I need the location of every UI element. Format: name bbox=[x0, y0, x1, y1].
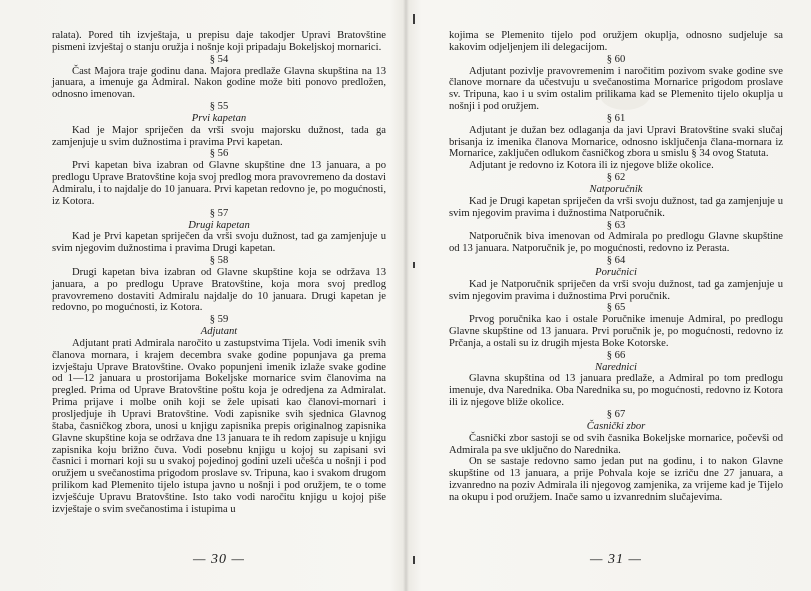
section-number: § 61 bbox=[606, 112, 626, 124]
section-number: § 56 bbox=[209, 148, 229, 160]
paragraph: Glavna skupština od 13 januara predlaže, a Admiral po tom predlogu imenuje, dva Narednika. Oba Narednika su, po mogućnosti, redovno iz Kotora ili iz njegove bliže okolice. bbox=[449, 373, 783, 409]
section-heading: Drugi kapetan bbox=[188, 219, 250, 231]
section-number: § 54 bbox=[209, 53, 229, 65]
paragraph: Kad je Drugi kapetan spriječen da vrši svoju dužnost, tad ga zamjenjuje u svim njegovim pravima i dužnostima Natporučnik. bbox=[449, 195, 783, 219]
paragraph: Natporučnik biva imenovan od Admirala po predlogu Glavne skupštine od 13 januara. Natporučnik je, po mogućnosti, redovno iz Perasta. bbox=[449, 231, 783, 255]
page-number-right: — 31 — bbox=[590, 552, 642, 567]
section-number: § 55 bbox=[209, 101, 229, 113]
paragraph: Adjutant je dužan bez odlaganja da javi Upravi Bratovštine svaki slučaj brisanja iz imenika članova Mornarice, odnosno isključenja člana-mornara iz Mornarice, zaključen odlukom časničkog zbora u smislu § 34 ovog Statuta. bbox=[449, 124, 783, 160]
paragraph: On se sastaje redovno samo jedan put na godinu, i to nakon Glavne skupštine od 13 januara, a prije Pohvala koje se izriču dne 27 januara, a izvanredno na poziv Admirala ili njegovog zamjenika, za vrijeme kad je Tijelo na okupu i pod oružjem. Inače samo u izvanrednim slučajevima. bbox=[449, 456, 783, 503]
paragraph: Adjutant pozivlje pravovremenim i naročitim pozivom svake godine sve članove mornare da učestvuju u svečanostima Mornarice prigodom proslave sv. Tripuna, kao i u svim ostalim prilikama kad se Plemenito tijelo okuplja u nošnji i pod oružjem. bbox=[449, 65, 783, 113]
section-number: § 58 bbox=[209, 255, 229, 267]
gutter-mark bbox=[413, 556, 415, 564]
right-page bbox=[449, 30, 783, 567]
paragraph: Kad je Major spriječen da vrši svoju majorsku dužnost, tada ga zamjenjuje u svim dužnostima i pravima Prvi kapetan. bbox=[52, 124, 386, 148]
gutter-mark bbox=[413, 14, 415, 24]
section-heading: Časnički zbor bbox=[586, 420, 646, 432]
section-number: § 65 bbox=[606, 302, 626, 314]
book-gutter bbox=[403, 0, 409, 591]
section-heading: Poručnici bbox=[595, 266, 637, 278]
section-number: § 57 bbox=[209, 207, 229, 219]
section-heading: Prvi kapetan bbox=[191, 112, 247, 124]
section-number: § 60 bbox=[606, 53, 626, 65]
paragraph: Prvog poručnika kao i ostale Poručnike imenuje Admiral, po predlogu Glavne skupštine od 13 januara. Prvi poručnik je, po mogućnosti, redovno iz Prčanja, a ostali su iz drugih mjesta Boke Kotorske. bbox=[449, 314, 783, 349]
section-number: § 66 bbox=[606, 349, 626, 361]
left-page-body bbox=[52, 30, 386, 542]
section-number: § 63 bbox=[606, 219, 626, 231]
paragraph: ralata). Pored tih izvještaja, u prepisu daje takodjer Upravi Bratovštine pismeni izvještaj o stanju oružja i nošnje koji pripadaju Bokeljskoj mornarici. bbox=[52, 30, 386, 53]
page-number-left: — 30 — bbox=[193, 552, 245, 567]
section-number: § 59 bbox=[209, 314, 229, 326]
right-page-body bbox=[449, 30, 783, 542]
section-number: § 67 bbox=[606, 409, 626, 420]
paragraph: Časnički zbor sastoji se od svih časnika Bokeljske mornarice, počevši od Admirala pa sve uključno do Narednika. bbox=[449, 432, 783, 456]
section-number: § 64 bbox=[606, 255, 626, 267]
section-heading: Adjutant bbox=[200, 326, 238, 338]
section-heading: Natporučnik bbox=[589, 183, 643, 195]
paragraph: Kad je Prvi kapetan spriječen da vrši svoju dužnost, tad ga zamjenjuje u svim njegovim dužnostima i pravima Drugi kapetan. bbox=[52, 231, 386, 255]
left-page bbox=[52, 30, 386, 567]
gutter-mark bbox=[413, 262, 415, 268]
paragraph: Drugi kapetan biva izabran od Glavne skupštine koja se održava 13 januara, a po predlogu Uprave Bratovštine, koja mora svoj predlog pravovremeno dostaviti Admiralu najdalje do 10 januara. Drugi kapetan je redovno, po mogućnosti, iz Kotora. bbox=[52, 266, 386, 314]
paragraph: Kad je Natporučnik spriječen da vrši svoju dužnost, tad ga zamjenjuje u svim njegovim pravima i dužnostima Prvi poručnik. bbox=[449, 278, 783, 302]
paragraph: kojima se Plemenito tijelo pod oružjem okuplja, odnosno sudjeluje sa kakovim odjeljenjem ili delegacijom. bbox=[449, 30, 783, 53]
section-heading: Narednici bbox=[595, 361, 637, 373]
paragraph: Adjutant je redovno iz Kotora ili iz njegove bliže okolice. bbox=[469, 160, 714, 172]
paragraph: Adjutant prati Admirala naročito u zastupstvima Tijela. Vodi imenik svih članova mornara, i krajem decembra svake godine popunjava ga prema izvještaju Uprave Bratovštine. Ovako popunjeni imenik izlaže svake godine od 1—12 januara u prostorijama Bokeljske mornarice svim članovima na pregled. Prima od Uprave Bratovštine poštu koja je odredjena za Admiralat. Prima prijave i molbe onih koji se žele upisati kao članovi-mornari i prosljedjuje ih Upravi Bratovštine. Vodi zapisnike svih sjednica Glavnog štaba, časničkog zbora, unosi u knjigu zapisnika prepis originalnog zapisnika Glavne skupštine koja se održava dne 13 januara te ih redom zapisuje u knjigu zapisnika koju brižno čuva. Vodi posebnu knjigu u kojoj su zapisani svi časnici i mornari koji su u svakoj pojedinoj godini uzeli učešća u nošnji i pod oružjem u svečanostima prigodom proslave sv. Tripuna, kao i svakom drugom prilikom kad Plemenito tijelo istupa javno u nošnji i pod oružjem, te o tome izvješćuje Upravu Bratovštine. Isto tako vodi naročitu knjigu u kojoj piše izvještaje o svim svečanostima i istupima u bbox=[52, 337, 386, 515]
paragraph: Prvi kapetan biva izabran od Glavne skupštine dne 13 januara, a po predlogu Uprave Bratovštine koja svoj predlog mora pravovremeno da dostavi Admiralu, i to najdalje do 10 januara. Prvi kapetan redovno je, po mogućnosti, iz Kotora. bbox=[52, 160, 386, 207]
paragraph: Čast Majora traje godinu dana. Majora predlaže Glavna skupština na 13 januara, a imenuje ga Admiral. Nakon godine može biti ponovo predložen, odnosno imenovan. bbox=[52, 65, 386, 101]
section-number: § 62 bbox=[606, 172, 626, 184]
